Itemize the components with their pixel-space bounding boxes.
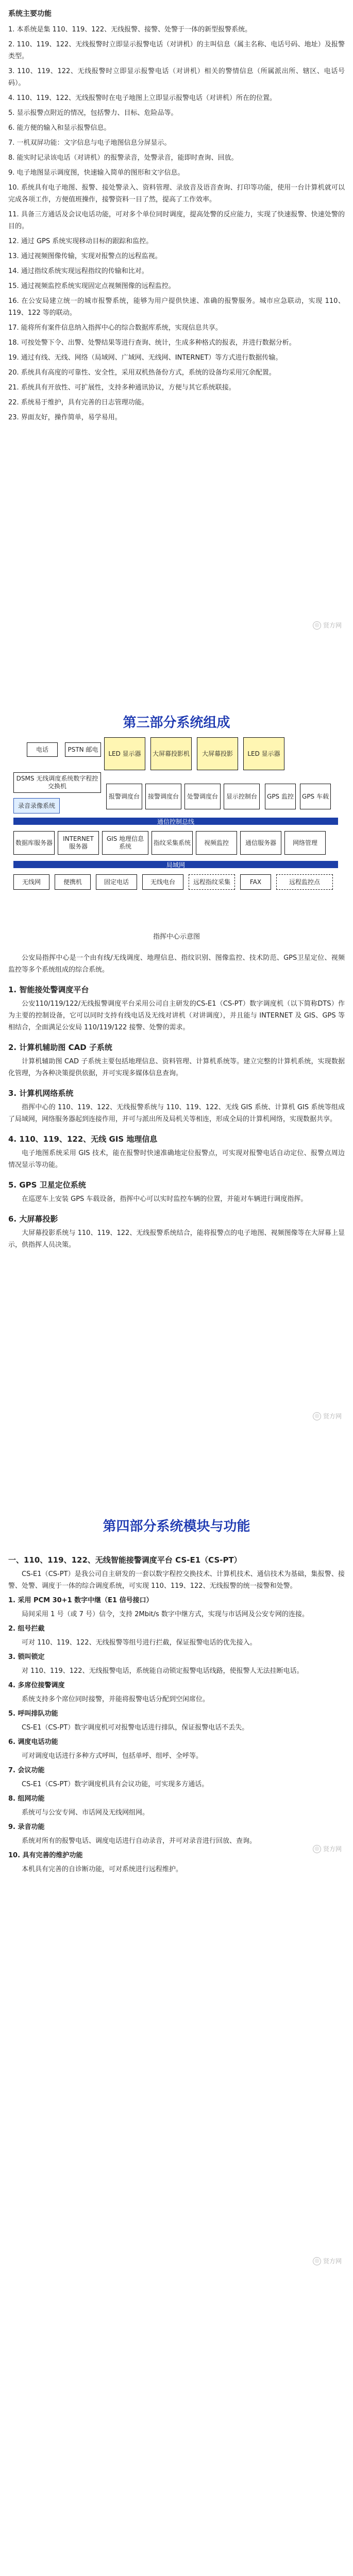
switch-box: DSMS 无线调度系统数字程控交换机 xyxy=(13,772,101,793)
recording-box: 录音录像系统 xyxy=(13,798,60,814)
module-text: 指挥中心的 110、119、122、无线报警系统与 110、119、122、无线 GIS 系统、计算机 GIS 系统等组成了局域网，网络服务器起到连接作用，并可与派出所及局机关等相连，形成全局的计算机网络，实现数据共享。 xyxy=(8,1104,345,1123)
feature-text: 局间采用 1 号（或 7 号）信令，支持 2Mbit/s 数字中继方式，实现与市话网及公安专网的连接。 xyxy=(22,1611,309,1618)
feature-item: 7. 一机双屏功能：文字信息与电子地图信息分屏显示。 xyxy=(8,139,171,147)
feature-title: 3. 锁叫锁定 xyxy=(8,1653,45,1661)
big-screen-1-box: 大屏幕投影机 xyxy=(150,737,192,770)
feature-item: 16. 在公安局建立统一的城市报警系统，能够为用户提供快速、准确的报警服务。城市应急联动，实现 110、119、122 等的联动。 xyxy=(8,297,345,317)
feature-title: 7. 会议功能 xyxy=(8,1767,45,1774)
portable-box: 便携机 xyxy=(55,874,91,890)
part4-features xyxy=(8,1595,345,1875)
feature-item: 22. 系统易于维护，具有完善的日志管理功能。 xyxy=(8,399,148,406)
feature-item: 20. 系统具有高度的可靠性、安全性，采用双机热备份方式，系统的设备均采用冗余配置。 xyxy=(8,369,276,377)
feature-item: 14. 通过指纹系统实现远程指纹的传输和比对。 xyxy=(8,267,148,275)
server-fp-box: 指纹采集系统 xyxy=(152,831,193,855)
watermark-brand: 贤方网 xyxy=(323,622,342,629)
module-title: 6. 大屏幕投影 xyxy=(8,1214,58,1224)
pstn-box: PSTN 邮电 xyxy=(65,742,101,757)
part4-subtitle: 一、110、119、122、无线智能接警调度平台 CS-E1（CS-PT） xyxy=(8,1555,242,1565)
watermark-brand: 贤方网 xyxy=(323,1845,342,1853)
module-title: 4. 110、119、122、无线 GIS 地理信息 xyxy=(8,1134,158,1144)
feature-title: 1. 采用 PCM 30+1 数字中继（E1 信号接口） xyxy=(8,1597,153,1604)
module-title: 3. 计算机网络系统 xyxy=(8,1089,74,1098)
feature-text: 对 110、119、122、无线报警电话，系统能自动锁定报警电话线路，使报警人无法挂断电话。 xyxy=(22,1667,304,1675)
feature-text: 系统可与公安专网、市话网及无线网组网。 xyxy=(22,1809,149,1817)
wireless-box: 无线网 xyxy=(13,874,49,890)
part4 xyxy=(0,1504,353,1878)
system-features xyxy=(0,0,353,423)
led-left-box: LED 显示器 xyxy=(104,737,145,770)
lan-bar: 局域网 xyxy=(13,861,338,868)
watermark xyxy=(313,621,342,630)
feature-item: 1. 本系统是集 110、119、122、无线报警、接警、处警于一体的新型报警系统。 xyxy=(8,26,252,33)
feature-item: 17. 能将所有案件信息纳入指挥中心的综合数据库系统，实现信息共享。 xyxy=(8,324,222,332)
watermark-2 xyxy=(313,1412,342,1420)
part3-intro: 公安局指挥中心是一个由有线/无线调度、地理信息、指纹识别、图像监控、技术防范、GPS卫星定位、视频监控等多个系统组成的综合系统。 xyxy=(8,954,345,974)
feature-item: 21. 系统具有开放性、可扩展性，支持多种通讯协议，方便与其它系统联接。 xyxy=(8,384,236,392)
console-2-box: 接警调度台 xyxy=(145,784,181,809)
feature-item: 10. 系统具有电子地图、报警、接处警录入、资料管理、录放音及语音查询、打印等功能，使用一台计算机就可以完成各项工作，方便值班操作，接警资料一目了然，提高了工作效率。 xyxy=(8,184,345,204)
watermark-3 xyxy=(313,1844,342,1853)
part4-body xyxy=(0,1541,353,1875)
feature-item: 15. 通过视频监控系统实现固定点视频图像的远程监控。 xyxy=(8,282,175,290)
module-title: 1. 智能接处警调度平台 xyxy=(8,985,89,994)
feature-list xyxy=(8,24,345,423)
led-right-box: LED 显示器 xyxy=(243,737,284,770)
module-text: 在巡逻车上安装 GPS 车载设备，指挥中心可以实时监控车辆的位置，并能对车辆进行调度指挥。 xyxy=(22,1195,308,1203)
part3 xyxy=(0,701,353,1254)
feature-title: 2. 组号拦截 xyxy=(8,1625,45,1633)
feature-title: 4. 多席位接警调度 xyxy=(8,1682,65,1689)
part4-title: 第四部分系统模块与功能 xyxy=(103,1519,250,1534)
feature-item: 23. 界面友好，操作简单，易学易用。 xyxy=(8,414,122,421)
fixed-tel-box: 固定电话 xyxy=(96,874,137,890)
feature-text: 可对调度电话进行多种方式呼叫，包括单呼、组呼、全呼等。 xyxy=(22,1752,203,1760)
module-title: 5. GPS 卫星定位系统 xyxy=(8,1180,86,1190)
phone-box: 电话 xyxy=(27,742,58,757)
part3-title: 第三部分系统组成 xyxy=(123,715,230,731)
feature-item: 11. 具备三方通话及会议电话功能，可对多个单位同时调度，提高处警的反应能力，实现了快速报警、快速处警的目的。 xyxy=(8,211,345,230)
feature-item: 4. 110、119、122、无线报警时在电子地图上立即显示报警电话（对讲机）所在的位置。 xyxy=(8,94,276,102)
system-features-heading: 系统主要功能 xyxy=(8,10,52,18)
console-4-box: 显示控制台 xyxy=(224,784,260,809)
feature-item: 18. 可按处警下令、出警、处警结果等进行查询、统计，生成多种格式的报表，并进行数据分析。 xyxy=(8,339,296,347)
watermark-brand: 贤方网 xyxy=(323,1413,342,1420)
feature-item: 6. 能方便的输入和显示报警信息。 xyxy=(8,124,111,132)
radio-box: 无线电台 xyxy=(142,874,183,890)
server-net-box: 网络管理 xyxy=(284,831,326,855)
part3-modules xyxy=(8,984,345,1251)
feature-item: 12. 通过 GPS 系统实现移动目标的跟踪和监控。 xyxy=(8,238,153,245)
feature-text: 系统对所有的报警电话、调度电话进行自动录音，并可对录音进行回放、查询。 xyxy=(22,1837,257,1845)
module-text: 大屏幕投影系统与 110、119、122、无线报警系统结合，能将报警点的电子地图、视频图像等在大屏幕上显示，供指挥人员决策。 xyxy=(8,1229,345,1249)
module-text: 电子地图系统采用 GIS 技术，能在报警时快速准确地定位报警点，可实现对报警电话自动定位、报警点周边情况显示等功能。 xyxy=(8,1149,345,1169)
remote-monitor-box: 远程监控点 xyxy=(276,874,333,890)
system-diagram xyxy=(8,737,345,928)
server-db-box: 数据库服务器 xyxy=(13,831,55,855)
console-3-box: 处警调度台 xyxy=(184,784,221,809)
watermark-brand: 贤方网 xyxy=(323,2258,342,2265)
feature-title: 5. 呼叫排队功能 xyxy=(8,1710,58,1718)
module-text: 公安110/119/122/无线报警调度平台采用公司自主研发的CS-E1（CS-PT）数字调度机（以下简称DTS）作为主要的控制设备，它可以同时支持有线电话及无线对讲机（对讲调度），并且能与 INTERNET 及 GIS、GPS 等相结合，全面满足公安局 110/119/122 接警、处警的需求。 xyxy=(8,1000,345,1031)
module-text: 计算机辅助图 CAD 子系统主要包括地理信息、资料管理、计算机系统等。建立完整的计算机系统，实现数据化管理，为各种决策提供依据，并可实现多媒体信息查询。 xyxy=(8,1058,345,1077)
gps-center-box: GPS 监控 xyxy=(265,784,296,809)
server-comm-box: 通信服务器 xyxy=(240,831,281,855)
watermark-logo-icon: ◎ xyxy=(313,1412,321,1420)
server-video-box: 视频监控 xyxy=(196,831,237,855)
feature-item: 9. 电子地图显示调度图，快速输入简单的图形和文字信息。 xyxy=(8,169,184,177)
feature-text: CS-E1（CS-PT）数字调度机具有会议功能，可实现多方通话。 xyxy=(22,1781,209,1788)
feature-title: 9. 录音功能 xyxy=(8,1823,45,1831)
feature-item: 2. 110、119、122、无线报警时立即显示报警电话（对讲机）的主叫信息（属主名称、电话号码、地址）及报警类型。 xyxy=(8,41,345,60)
feature-item: 3. 110、119、122、无线报警时立即显示报警电话（对讲机）相关的警情信息（所属派出所、辖区、电话号码）。 xyxy=(8,67,345,87)
server-gis-box: GIS 地理信息系统 xyxy=(102,831,148,855)
feature-text: 可对 110、119、122、无线报警等组号进行拦截，保证报警电话的优先接入。 xyxy=(22,1639,257,1647)
feature-item: 13. 通过视频图像传输，实现对报警点的远程监视。 xyxy=(8,252,162,260)
server-app-box: INTERNET 服务器 xyxy=(58,831,99,855)
feature-item: 8. 能实时记录该电话（对讲机）的报警录音，处警录音，能即时查询、回放。 xyxy=(8,154,238,162)
feature-text: CS-E1（CS-PT）数字调度机可对报警电话进行排队，保证报警电话不丢失。 xyxy=(22,1724,249,1732)
watermark-logo-icon: ◎ xyxy=(313,2257,321,2265)
feature-text: 本机具有完善的自诊断功能，可对系统进行远程维护。 xyxy=(22,1866,183,1873)
fax-box: FAX xyxy=(240,874,271,890)
big-screen-2-box: 大屏幕投影 xyxy=(197,737,238,770)
feature-title: 8. 组网功能 xyxy=(8,1795,45,1803)
part4-intro: CS-E1（CS-PT）是我公司自主研发的一套以数字程控交换技术、计算机技术、通信技术为基础，集报警、接警、处警、调度于一体的综合调度系统，可实现 110、119、122、无线报警的统一接警和处警。 xyxy=(8,1570,345,1590)
feature-item: 19. 通过有线、无线、网络（局域网、广域网、无线网、INTERNET）等方式进行数据传输。 xyxy=(8,354,282,362)
console-1-box: 报警调度台 xyxy=(106,784,142,809)
part3-body xyxy=(0,947,353,1251)
feature-text: 系统支持多个席位同时接警，并能将报警电话分配到空闲席位。 xyxy=(22,1696,210,1703)
diagram-caption: 指挥中心示意图 xyxy=(153,933,200,941)
module-title: 2. 计算机辅助图 CAD 子系统 xyxy=(8,1043,112,1052)
watermark-logo-icon: ◎ xyxy=(313,1845,321,1853)
gps-car-box: GPS 车载 xyxy=(300,784,331,809)
feature-item: 5. 显示报警点附近的情况，包括警力、目标、危险品等。 xyxy=(8,109,178,117)
bus-bar: 通信控制总线 xyxy=(13,818,338,825)
feature-title: 6. 调度电话功能 xyxy=(8,1738,58,1746)
watermark-logo-icon: ◎ xyxy=(313,621,321,630)
remote-fp-box: 远程指纹采集 xyxy=(189,874,235,890)
watermark-4 xyxy=(313,2257,342,2265)
feature-title: 10. 具有完善的维护功能 xyxy=(8,1852,83,1859)
